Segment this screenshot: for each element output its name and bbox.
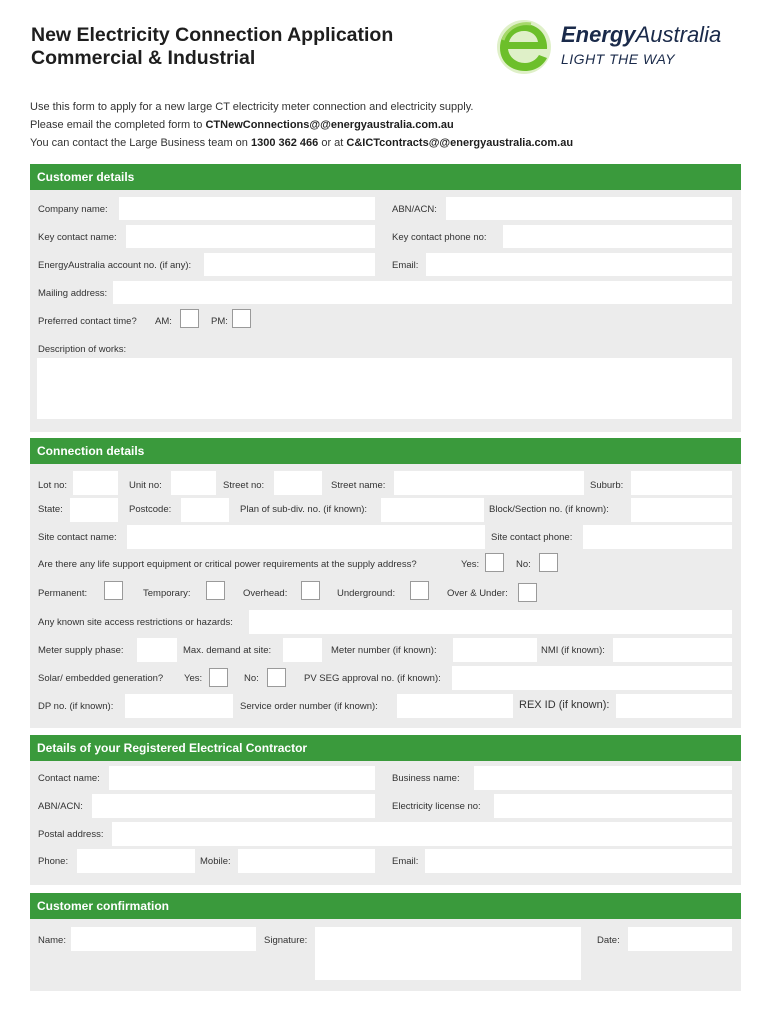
contractor-mobile-field[interactable] xyxy=(238,849,375,873)
dp-no-field[interactable] xyxy=(125,694,233,718)
description-field[interactable] xyxy=(37,358,732,419)
intro-text xyxy=(30,98,573,152)
am-checkbox[interactable] xyxy=(180,309,199,328)
title-line-1: New Electricity Connection Application xyxy=(31,24,394,46)
overhead-label: Overhead: xyxy=(243,588,288,599)
suburb-label: Suburb: xyxy=(590,480,624,491)
state-field[interactable] xyxy=(70,498,118,522)
pv-seg-field[interactable] xyxy=(452,666,732,690)
life-support-no-label: No: xyxy=(516,559,531,570)
underground-checkbox[interactable] xyxy=(410,581,429,600)
business-name-field[interactable] xyxy=(474,766,732,790)
max-demand-label: Max. demand at site: xyxy=(183,645,272,656)
am-label: AM: xyxy=(155,316,172,327)
connection-details-section xyxy=(30,438,741,728)
intro-line-2: Please email the completed form to CTNewConnections@@energyaustralia.com.au xyxy=(30,119,454,131)
date-field[interactable] xyxy=(628,927,732,951)
contractor-contact-name-field[interactable] xyxy=(109,766,375,790)
logo-swirl-icon xyxy=(495,18,553,76)
life-support-label: Are there any life support equipment or critical power requirements at the supply address? xyxy=(38,559,417,570)
access-field[interactable] xyxy=(249,610,732,634)
confirmation-heading: Customer confirmation xyxy=(30,893,741,919)
contractor-mobile-label: Mobile: xyxy=(200,856,231,867)
lot-field[interactable] xyxy=(73,471,118,495)
site-contact-label: Site contact name: xyxy=(38,532,117,543)
contractor-email-label: Email: xyxy=(392,856,419,867)
suburb-field[interactable] xyxy=(631,471,732,495)
street-no-field[interactable] xyxy=(274,471,322,495)
postal-address-label: Postal address: xyxy=(38,829,104,840)
title-line-2: Commercial & Industrial xyxy=(31,47,256,69)
logo-tagline: LIGHT THE WAY xyxy=(561,51,676,67)
underground-label: Underground: xyxy=(337,588,396,599)
signature-field[interactable] xyxy=(315,927,581,980)
meter-number-label: Meter number (if known): xyxy=(331,645,437,656)
energyaustralia-logo xyxy=(495,18,745,76)
abn-field[interactable] xyxy=(446,197,732,220)
intro-line-1: Use this form to apply for a new large CT electricity meter connection and electricity supply. xyxy=(30,101,474,113)
connection-details-heading: Connection details xyxy=(30,438,741,464)
pm-label: PM: xyxy=(211,316,228,327)
customer-details-heading: Customer details xyxy=(30,164,741,190)
intro-line-3: You can contact the Large Business team on 1300 362 466 or at C&ICTcontracts@@energyaustralia.com.au xyxy=(30,137,574,149)
over-under-checkbox[interactable] xyxy=(518,583,537,602)
solar-no-label: No: xyxy=(244,673,259,684)
over-under-label: Over & Under: xyxy=(447,588,508,599)
confirmation-name-label: Name: xyxy=(38,935,66,946)
date-label: Date: xyxy=(597,935,620,946)
permanent-label: Permanent: xyxy=(38,588,88,599)
license-label: Electricity license no: xyxy=(392,801,481,812)
meter-phase-label: Meter supply phase: xyxy=(38,645,124,656)
signature-label: Signature: xyxy=(264,935,308,946)
street-name-label: Street name: xyxy=(331,480,386,491)
page-title xyxy=(31,24,393,70)
site-contact-field[interactable] xyxy=(127,525,485,549)
nmi-label: NMI (if known): xyxy=(541,645,605,656)
block-label: Block/Section no. (if known): xyxy=(489,504,609,515)
solar-yes-label: Yes: xyxy=(184,673,203,684)
connections-email-link[interactable]: CTNewConnections@@energyaustralia.com.au xyxy=(205,119,454,131)
site-phone-label: Site contact phone: xyxy=(491,532,573,543)
overhead-checkbox[interactable] xyxy=(301,581,320,600)
permanent-checkbox[interactable] xyxy=(104,581,123,600)
postcode-label: Postcode: xyxy=(129,504,172,515)
license-field[interactable] xyxy=(494,794,732,818)
contractor-contact-name-label: Contact name: xyxy=(38,773,100,784)
state-label: State: xyxy=(38,504,63,515)
mailing-address-field[interactable] xyxy=(113,281,732,304)
pv-seg-label: PV SEG approval no. (if known): xyxy=(304,673,441,684)
meter-number-field[interactable] xyxy=(453,638,537,662)
solar-label: Solar/ embedded generation? xyxy=(38,673,164,684)
nmi-field[interactable] xyxy=(613,638,732,662)
confirmation-section xyxy=(30,893,741,991)
rex-id-field[interactable] xyxy=(616,694,732,718)
contractor-abn-label: ABN/ACN: xyxy=(38,801,83,812)
abn-label: ABN/ACN: xyxy=(392,204,437,215)
unit-label: Unit no: xyxy=(129,480,162,491)
plan-field[interactable] xyxy=(381,498,484,522)
max-demand-field[interactable] xyxy=(283,638,322,662)
mailing-address-label: Mailing address: xyxy=(38,288,108,299)
rex-id-label: REX ID (if known): xyxy=(519,699,610,711)
customer-details-section xyxy=(30,164,741,432)
dp-no-label: DP no. (if known): xyxy=(38,701,114,712)
contractor-section xyxy=(30,735,741,885)
service-order-field[interactable] xyxy=(397,694,513,718)
email-label: Email: xyxy=(392,260,419,271)
plan-label: Plan of sub-div. no. (if known): xyxy=(240,504,368,515)
lot-label: Lot no: xyxy=(38,480,68,491)
life-support-yes-checkbox[interactable] xyxy=(485,553,504,572)
unit-field[interactable] xyxy=(171,471,216,495)
life-support-no-checkbox[interactable] xyxy=(539,553,558,572)
solar-yes-checkbox[interactable] xyxy=(209,668,228,687)
contractor-phone-field[interactable] xyxy=(77,849,195,873)
contractor-email-field[interactable] xyxy=(425,849,732,873)
service-order-label: Service order number (if known): xyxy=(240,701,378,712)
company-name-field[interactable] xyxy=(119,197,375,220)
meter-phase-field[interactable] xyxy=(137,638,177,662)
contractor-heading: Details of your Registered Electrical Contractor xyxy=(30,735,741,761)
temporary-label: Temporary: xyxy=(143,588,191,599)
street-no-label: Street no: xyxy=(223,480,265,491)
confirmation-name-field[interactable] xyxy=(71,927,256,951)
phone-number: 1300 362 466 xyxy=(250,137,319,149)
postcode-field[interactable] xyxy=(181,498,229,522)
life-support-yes-label: Yes: xyxy=(461,559,480,570)
access-label: Any known site access restrictions or hazards: xyxy=(38,617,233,628)
key-phone-field[interactable] xyxy=(503,225,732,248)
company-name-label: Company name: xyxy=(38,204,108,215)
contractor-phone-label: Phone: xyxy=(38,856,69,867)
account-no-field[interactable] xyxy=(204,253,375,276)
logo-wordmark: EnergyAustralia xyxy=(561,22,722,47)
contractor-abn-field[interactable] xyxy=(92,794,375,818)
description-label: Description of works: xyxy=(38,344,127,355)
street-name-field[interactable] xyxy=(394,471,584,495)
contracts-email-link[interactable]: C&ICTcontracts@@energyaustralia.com.au xyxy=(346,137,574,149)
business-name-label: Business name: xyxy=(392,773,460,784)
temporary-checkbox[interactable] xyxy=(206,581,225,600)
key-phone-label: Key contact phone no: xyxy=(392,232,487,243)
block-field[interactable] xyxy=(631,498,732,522)
postal-address-field[interactable] xyxy=(112,822,732,846)
email-field[interactable] xyxy=(426,253,732,276)
preferred-time-label: Preferred contact time? xyxy=(38,316,137,327)
key-contact-label: Key contact name: xyxy=(38,232,117,243)
site-phone-field[interactable] xyxy=(583,525,732,549)
key-contact-field[interactable] xyxy=(126,225,375,248)
pm-checkbox[interactable] xyxy=(232,309,251,328)
account-no-label: EnergyAustralia account no. (if any): xyxy=(38,260,192,271)
solar-no-checkbox[interactable] xyxy=(267,668,286,687)
